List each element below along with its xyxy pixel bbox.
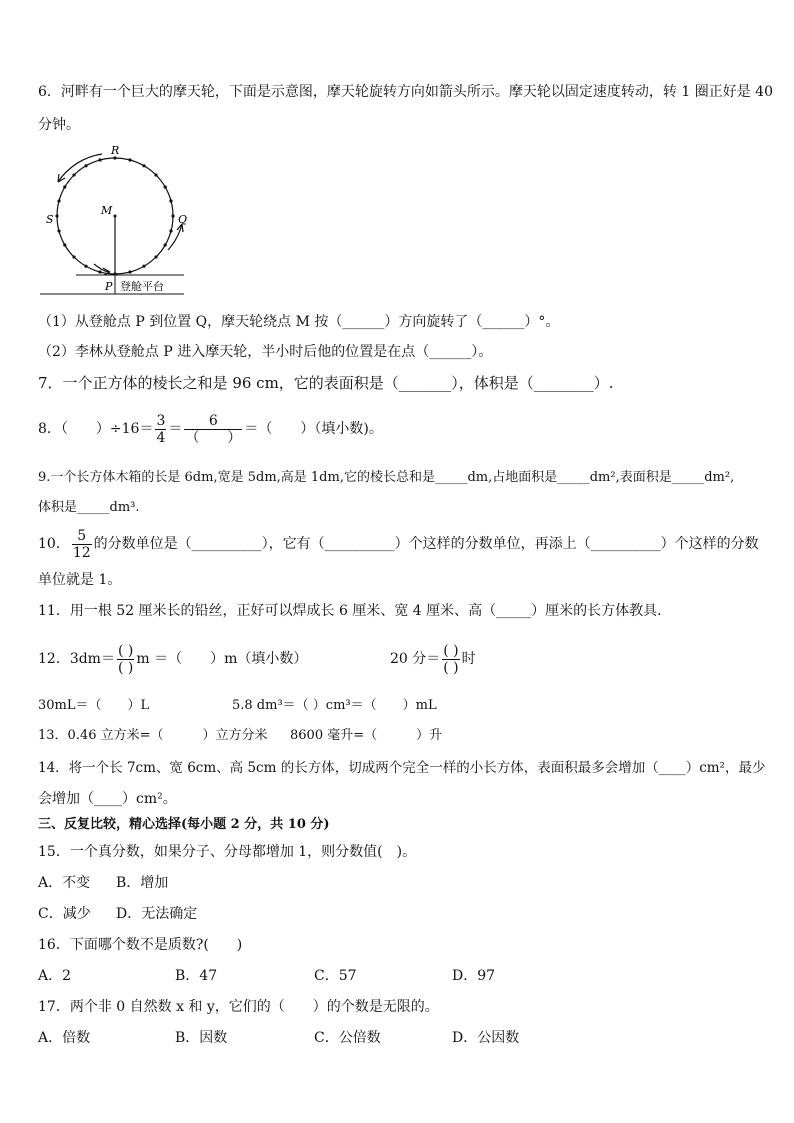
q8-fraction-2 [184, 413, 242, 446]
seat-dot [154, 173, 157, 176]
label-q: Q [178, 213, 188, 226]
label-r: R [111, 144, 120, 157]
q9-line2: 体积是_____dm³. [38, 500, 140, 515]
q12-b-prefix: 20 分＝ [390, 651, 441, 667]
q10-denominator: 12 [72, 544, 91, 561]
q8-fraction-1 [155, 413, 166, 446]
q15-option-b: B．增加 [116, 875, 169, 891]
q8-f2-denominator: （ ） [185, 429, 242, 446]
seat-dot [128, 158, 131, 161]
section-3-heading: 三、反复比较，精心选择(每小题 2 分，共 10 分) [38, 817, 330, 832]
seat-dot [169, 229, 172, 232]
q17-option-b: B．因数 [175, 1030, 228, 1046]
seat-dot [154, 255, 157, 258]
seat-dot [169, 199, 172, 202]
q6-line1: 6．河畔有一个巨大的摩天轮，下面是示意图，摩天轮旋转方向如箭头所示。摩天轮以固定速度转动，转 1 圈正好是 40 [38, 84, 773, 100]
q7: 7．一个正方体的棱长之和是 96 cm，它的表面积是（_______），体积是（________）. [38, 374, 614, 392]
seat-dot [84, 164, 87, 167]
seat-dot [63, 243, 66, 246]
q13-part-a: 13．0.46 立方米=（ ）立方分米 [38, 728, 268, 743]
seat-dot [98, 158, 101, 161]
seat-dot [55, 214, 58, 217]
seat-dot [84, 265, 87, 268]
q12-a-suffix: m ＝（ ）m（填小数） [136, 651, 308, 667]
q11: 11．用一根 52 厘米长的铅丝，正好可以焊成长 6 厘米、宽 4 厘米、高（_____）厘米的长方体教具． [38, 603, 672, 619]
q15-option-d: D．无法确定 [116, 906, 198, 922]
seat-dot [171, 214, 174, 217]
q8-equals: ＝ [168, 421, 183, 437]
q10-number: 10． [38, 536, 70, 552]
label-s: S [46, 213, 54, 226]
q10-text: 的分数单位是（__________），它有（__________）个这样的分数单位，再添上（__________）个这样的分数 [93, 536, 759, 552]
seat-dot [164, 243, 167, 246]
q10-line1 [38, 525, 759, 563]
q8-suffix: ＝（ ）（填小数)。 [244, 421, 383, 437]
q17-option-d: D．公因数 [452, 1030, 520, 1046]
q17-stem: 17．两个非 0 自然数 x 和 y，它们的（ ）的个数是无限的。 [38, 999, 439, 1015]
seat-dot [128, 270, 131, 273]
q12-b-numerator: ( ) [443, 642, 459, 659]
q6-sub1: （1）从登舱点 P 到位置 Q，摩天轮绕点 M 按（______）方向旋转了（______）°。 [38, 314, 560, 330]
q12-part-c: 30mL＝（ ）L [38, 698, 150, 713]
q8-f2-numerator: 6 [184, 413, 242, 430]
q14-line1: 14．将一个长 7cm、宽 6cm、高 5cm 的长方体，切成两个完全一样的小长方体，表面积最多会增加（____）cm²，最少 [38, 760, 766, 776]
q10-fraction [72, 528, 92, 561]
seat-dot [164, 185, 167, 188]
label-p: P [105, 280, 113, 293]
q8-f1-denominator: 4 [156, 429, 166, 446]
q15-option-c: C．减少 [38, 906, 91, 922]
q10-numerator: 5 [72, 528, 92, 545]
seat-dot [72, 173, 75, 176]
center-point [114, 215, 117, 218]
q12-a-denominator: ( ) [117, 659, 134, 676]
seat-dot [57, 229, 60, 232]
seat-dot [142, 164, 145, 167]
q12-b-denominator: ( ) [443, 659, 459, 676]
q16-option-a: A．2 [38, 968, 72, 984]
q12-part-d: 5.8 dm³＝（ ）cm³＝（ ）mL [232, 698, 437, 713]
q16-stem: 16．下面哪个数不是质数?( ) [38, 937, 243, 953]
platform-label: 登舱平台 [120, 280, 164, 293]
seat-dot [72, 255, 75, 258]
q12-b-fraction [442, 643, 459, 676]
rotation-arrow-right [168, 224, 182, 250]
q16-option-b: B．47 [175, 968, 218, 984]
q17-option-a: A．倍数 [38, 1030, 91, 1046]
seat-dot [63, 185, 66, 188]
q13-part-b: 8600 毫升=（ ）升 [290, 728, 443, 743]
q6-sub2: （2）李林从登舱点 P 进入摩天轮，半小时后他的位置是在点（______）。 [38, 344, 493, 360]
seat-dot [142, 265, 145, 268]
q8-f1-numerator: 3 [156, 412, 166, 429]
q16-option-d: D．97 [452, 968, 496, 984]
label-m: M [101, 204, 113, 217]
ferris-wheel-diagram [38, 140, 188, 296]
q10-line2: 单位就是 1。 [38, 572, 122, 588]
q8-prefix: 8．（ ）÷16＝ [38, 421, 154, 437]
q12-b-suffix: 时 [461, 651, 476, 667]
q8 [38, 410, 383, 448]
q17-option-c: C．公倍数 [314, 1030, 381, 1046]
q12-part-a [38, 640, 307, 678]
q12-a-numerator: ( ) [117, 642, 134, 659]
q15-stem: 15．一个真分数，如果分子、分母都增加 1，则分数值( )。 [38, 844, 417, 860]
seat-dot [57, 199, 60, 202]
q15-option-a: A．不变 [38, 875, 91, 891]
q12-part-b [390, 640, 476, 678]
q16-option-c: C．57 [314, 968, 357, 984]
q12-a-prefix: 12．3dm＝ [38, 651, 115, 667]
q6-line2: 分钟。 [38, 117, 80, 133]
q12-a-fraction [117, 643, 134, 676]
seat-dot [98, 270, 101, 273]
q14-line2: 会增加（____）cm²。 [38, 791, 177, 807]
q9-line1: 9.一个长方体木箱的长是 6dm,宽是 5dm,高是 1dm,它的棱长总和是_____dm,占地面积是_____dm²,表面积是_____dm², [38, 470, 735, 485]
